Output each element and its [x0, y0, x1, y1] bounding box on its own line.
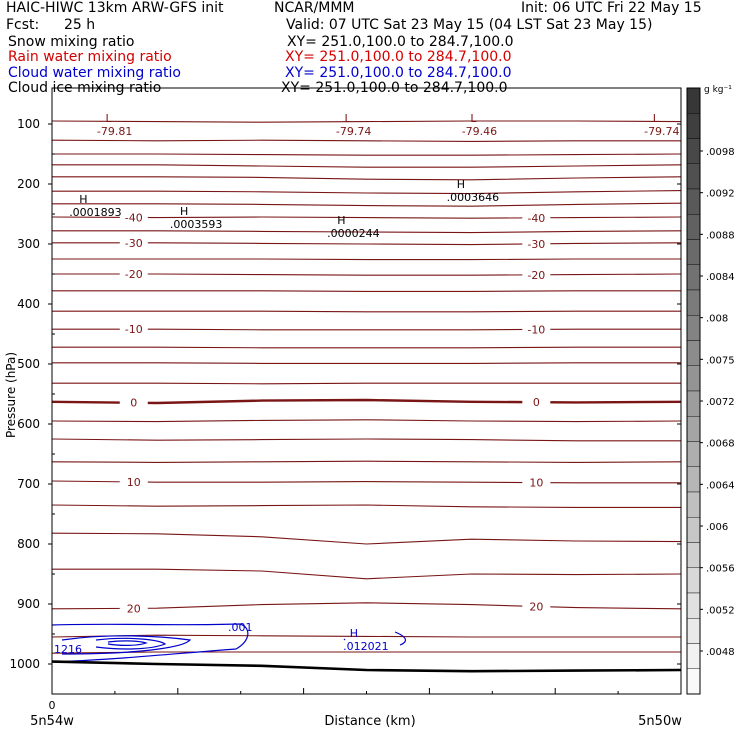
field-name-rain: Rain water mixing ratio [8, 49, 172, 65]
y-tick-label: 100 [17, 117, 40, 131]
colorbar-box [687, 416, 700, 441]
extremum-marker: H [79, 193, 88, 206]
extremum-value: -79.46 [461, 125, 498, 138]
y-tick-label: 300 [17, 237, 40, 251]
extremum-marker: L [344, 112, 351, 125]
isotherm-label-left: -40 [124, 211, 143, 225]
extremum-marker: L [470, 112, 477, 125]
isotherm-label-left: -10 [124, 323, 143, 337]
org-label: NCAR/MMM [274, 0, 355, 16]
colorbar-label: .0092 [706, 188, 735, 200]
extremum-value: -79.81 [96, 125, 133, 138]
extremum-value: .0001893 [69, 206, 122, 219]
isotherm-line [52, 259, 681, 260]
isotherm-line [52, 140, 681, 141]
field-xy-cloud-water: XY= 251.0,100.0 to 284.7,100.0 [285, 65, 512, 81]
colorbar-box [687, 214, 700, 239]
colorbar-box [687, 240, 700, 265]
isotherm-line [52, 439, 681, 441]
y-tick-label: 400 [17, 297, 40, 311]
isotherm-line [52, 291, 681, 292]
colorbar-box [687, 517, 700, 542]
colorbar-box [687, 442, 700, 467]
y-axis-title: Pressure (hPa) [4, 351, 18, 439]
colorbar-label: .006 [706, 522, 729, 533]
y-tick-label: 1000 [9, 657, 40, 671]
colorbar-label: .008 [706, 313, 729, 325]
colorbar-box [687, 88, 700, 113]
isotherm-line [52, 165, 681, 167]
colorbar-box [687, 467, 700, 492]
cloud-water-contour-label: .001 [228, 621, 253, 634]
extremum-marker: L [105, 112, 112, 125]
forecast-hours: 25 h [64, 17, 96, 33]
colorbar-label: .0056 [706, 563, 735, 575]
isotherm-line [52, 505, 681, 507]
colorbar-label: .0075 [706, 355, 735, 367]
colorbar-box [687, 113, 700, 138]
colorbar-box [687, 593, 700, 618]
colorbar-box [687, 568, 700, 593]
isotherm-label-left: 10 [126, 475, 141, 489]
y-tick-label: 900 [17, 597, 40, 611]
colorbar-label: .0098 [706, 147, 735, 158]
isotherm-line [52, 154, 681, 155]
field-name-snow: Snow mixing ratio [8, 34, 135, 50]
cloud-water-contour [395, 632, 405, 645]
field-xy-rain: XY= 251.0,100.0 to 284.7,100.0 [285, 49, 512, 65]
isotherm-label-left: -30 [124, 236, 143, 250]
colorbar-box [687, 366, 700, 391]
colorbar-box [687, 290, 700, 315]
colorbar-label: .0068 [706, 438, 735, 450]
extremum-marker: H [456, 178, 465, 191]
colorbar-label: .0048 [706, 647, 735, 658]
isotherm-label-right: -40 [527, 211, 546, 225]
extremum-value: .0003593 [169, 218, 223, 231]
extremum-marker: H [179, 205, 189, 218]
isotherm-line [52, 121, 681, 122]
isotherm-line [52, 311, 681, 312]
colorbar-box [687, 189, 700, 214]
field-xy-snow: XY= 251.0,100.0 to 284.7,100.0 [287, 34, 514, 50]
extremum-value: .0000244 [327, 227, 380, 240]
forecast-label: Fcst: [6, 17, 40, 33]
colorbar-label: .0088 [706, 230, 735, 242]
colorbar-box [687, 644, 700, 669]
field-xy-cloud-ice: XY= 251.0,100.0 to 284.7,100.0 [281, 80, 508, 96]
cloud-water-edge-label: 1216 [54, 643, 82, 656]
extremum-marker: L [652, 112, 659, 125]
isotherm-label-right: -20 [527, 268, 546, 282]
colorbar-label: .0052 [706, 605, 735, 617]
y-tick-label: 800 [17, 537, 40, 551]
isotherm-line [52, 383, 681, 384]
isotherm-label-left: -20 [124, 268, 143, 281]
ground-line [52, 662, 681, 672]
colorbar-box [687, 669, 700, 694]
colorbar-box [687, 265, 700, 290]
extremum-value: -79.74 [644, 125, 680, 138]
colorbar-units: g kg⁻¹ [704, 85, 732, 95]
isotherm-line [52, 569, 681, 579]
isotherm-label-right: 0 [532, 396, 540, 410]
isotherm-label-right: -30 [527, 237, 546, 251]
isotherm-label-right: 10 [529, 476, 544, 490]
extremum-marker: H [349, 626, 359, 640]
colorbar-box [687, 543, 700, 568]
isotherm-label-right: 20 [529, 600, 544, 614]
colorbar-box [687, 315, 700, 340]
cloud-water-contour [108, 641, 146, 645]
isotherm-line [52, 203, 681, 206]
extremum-value: -79.74 [335, 125, 372, 138]
isotherm-line [52, 420, 681, 422]
extremum-value: .012021 [343, 639, 389, 653]
isotherm-line [52, 191, 681, 194]
y-tick-label: 600 [17, 417, 40, 431]
colorbar-label: .0072 [706, 397, 735, 408]
isotherm-line [52, 533, 681, 544]
isotherm-line [52, 177, 681, 180]
colorbar-box [687, 139, 700, 164]
colorbar [687, 88, 735, 694]
y-tick-label: 700 [17, 477, 40, 491]
colorbar-box [687, 164, 700, 189]
isotherm-line [52, 347, 681, 348]
y-tick-label: 500 [17, 357, 40, 371]
y-tick-label: 200 [17, 177, 40, 191]
isotherm-label-left: 0 [130, 396, 138, 410]
colorbar-box [687, 618, 700, 643]
extremum-value: .0003646 [446, 191, 500, 204]
x-axis-title: Distance (km) [324, 714, 416, 729]
field-name-cloud-water: Cloud water mixing ratio [8, 65, 181, 81]
extremum-marker: H [337, 214, 346, 227]
colorbar-box [687, 341, 700, 366]
isotherm-line [52, 461, 681, 462]
model-title: HAIC-HIWC 13km ARW-GFS init [6, 0, 224, 16]
cloud-water-contour [96, 638, 165, 649]
colorbar-box [687, 391, 700, 416]
x-end-label-left: 5n54w [30, 714, 74, 729]
colorbar-label: .0064 [706, 480, 735, 492]
isotherm-label-left: 20 [126, 602, 141, 616]
colorbar-label: .0084 [706, 272, 735, 283]
field-name-cloud-ice: Cloud ice mixing ratio [8, 80, 162, 96]
x-end-label-right: 5n50w [638, 714, 682, 729]
valid-time: Valid: 07 UTC Sat 23 May 15 (04 LST Sat 23 May 15) [286, 17, 653, 33]
isotherm-label-right: -10 [527, 323, 546, 337]
isotherm-line [52, 363, 681, 364]
colorbar-box [687, 492, 700, 517]
init-time: Init: 06 UTC Fri 22 May 15 [521, 0, 702, 16]
x-tick-label-0: 0 [48, 699, 56, 712]
